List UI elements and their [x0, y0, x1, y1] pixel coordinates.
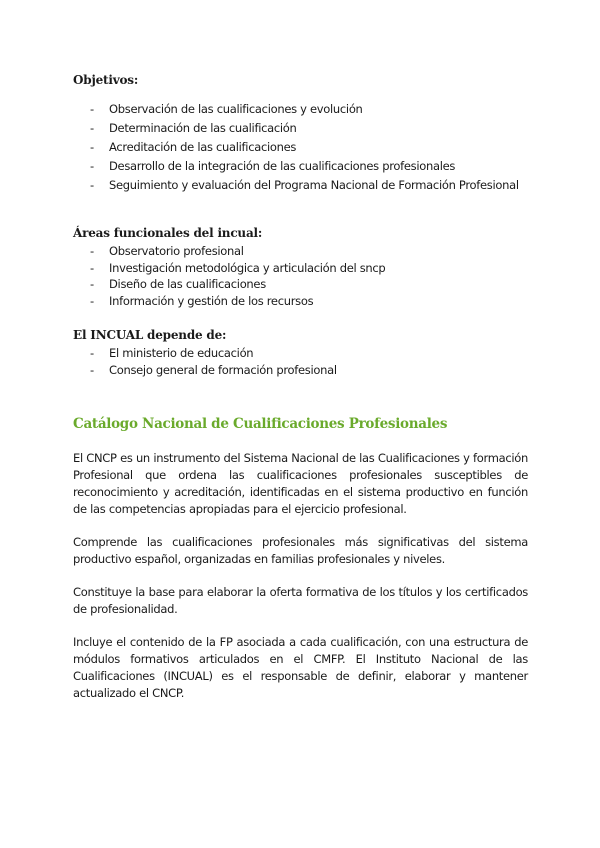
list-item: [90, 276, 385, 293]
catalogo-paragraph: El CNCP es un instrumento del Sistema Nacional de las Cualificaciones y formación Profesional que ordena las cualificaciones profesionales susceptibles de reconocimiento y acreditación, identificadas en el sistema productivo en función de las competencias apropiadas para el ejercicio profesional.: [73, 451, 528, 516]
list-dash: -: [90, 346, 94, 360]
areas-heading: Áreas funcionales del incual:: [73, 226, 263, 240]
list-item: [90, 293, 385, 310]
list-dash: -: [90, 102, 94, 116]
list-dash: -: [90, 244, 94, 258]
list-item: [90, 119, 519, 138]
depende-list: [90, 345, 337, 378]
list-item-text: Acreditación de las cualificaciones: [109, 140, 297, 154]
list-item: [90, 138, 519, 157]
depende-heading: El INCUAL depende de:: [73, 328, 227, 342]
list-item-text: Seguimiento y evaluación del Programa Nacional de Formación Profesional: [109, 178, 519, 192]
list-item-text: Diseño de las cualificaciones: [109, 277, 266, 291]
list-dash: -: [90, 140, 94, 154]
list-item: [90, 157, 519, 176]
objetivos-list: [90, 100, 519, 195]
list-dash: -: [90, 121, 94, 135]
list-item-text: Desarrollo de la integración de las cualificaciones profesionales: [109, 159, 456, 173]
catalogo-paragraph: Incluye el contenido de la FP asociada a cada cualificación, con una estructura de módulos formativos articulados en el CMFP. El Instituto Nacional de las Cualificaciones (INCUAL) es el responsable de definir, elaborar y mantener actualizado el CNCP.: [73, 635, 528, 700]
list-dash: -: [90, 277, 94, 291]
list-item: [90, 345, 337, 362]
list-item: [90, 100, 519, 119]
list-item-text: Información y gestión de los recursos: [109, 293, 314, 308]
list-dash: -: [90, 260, 94, 275]
list-item-text: Investigación metodológica y articulación del sncp: [109, 260, 386, 275]
objetivos-heading: Objetivos:: [73, 73, 139, 87]
list-dash: -: [90, 362, 94, 377]
list-item-text: Consejo general de formación profesional: [109, 362, 337, 377]
list-item: [90, 362, 337, 379]
list-item: [90, 176, 519, 195]
list-dash: -: [90, 159, 94, 173]
catalogo-paragraph: Constituye la base para elaborar la oferta formativa de los títulos y los certificados de profesionalidad.: [73, 585, 528, 616]
list-item-text: Observatorio profesional: [109, 244, 244, 258]
list-item-text: Observación de las cualificaciones y evolución: [109, 102, 363, 116]
catalogo-paragraph: Comprende las cualificaciones profesionales más significativas del sistema productivo español, organizadas en familias profesionales y niveles.: [73, 535, 528, 566]
areas-list: [90, 243, 385, 309]
list-item: [90, 243, 385, 260]
list-item-text: El ministerio de educación: [109, 346, 254, 360]
list-dash: -: [90, 293, 94, 308]
catalogo-title: Catálogo Nacional de Cualificaciones Profesionales: [73, 416, 448, 432]
list-item: [90, 260, 385, 277]
list-item-text: Determinación de las cualificación: [109, 121, 297, 135]
list-dash: -: [90, 178, 94, 192]
